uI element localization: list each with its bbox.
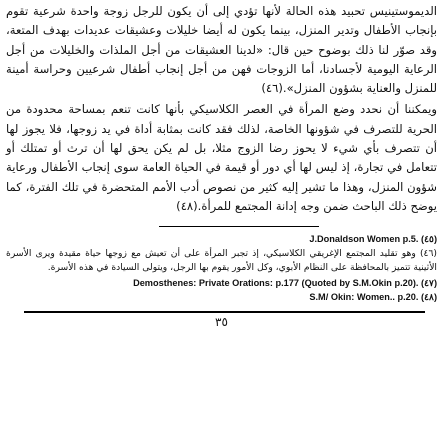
main-text <box>6 2 437 216</box>
footnote-45: J.Donaldson Women p.5. (٤٥) <box>309 234 437 245</box>
footnote-separator <box>159 226 319 227</box>
paragraph-1: الديموستينيس تحبيد هذه الحالة لأنها تؤدي إلى أن يكون للرجل زوجة واحدة شرعية تقوم بإنجاب الأطفال وتدير المنزل، بينما يكون له أيضا خليلات وعشيقات عديدات بهدف المتعة، وقد صوّر لنا ذلك بوضوح حين قال: «لدينا العشيقات من أجل الملذات والخليلات من أجل الرعاية اليومية لأجسادنا، أما الزوجات فهن من أجل إنجاب أطفال شرعيين وحراسة أمينة للمنزل والعناية بشؤون المنزل».(٤٦) <box>6 4 437 96</box>
footnote-46: (٤٦) وهو تقليد المجتمع الإغريقي الكلاسيكي، إذ تجبر المرأة على أن تعيش مع زوجها حياة مقيدة ويرى الأسرة الأثينية تتميز بالمحافظة على النظام الأبوي، وكل الأمور يقوم بها الرجل، ويتولى السيادة في هذه الأسرة. <box>6 247 437 274</box>
footnote-48: S.M/ Okin: Women.. p.20. (٤٨) <box>309 292 437 303</box>
footnote-47: Demosthenes: Private Orations: p.177 (Quoted by S.M.Okin p.20). (٤٧) <box>133 277 437 288</box>
footnotes <box>6 232 437 305</box>
paragraph-2: ويمكننا أن نحدد وضع المرأة في العصر الكلاسيكي بأنها كانت تنعم بمساحة محدودة من الحرية للتصرف في شؤونها الخاصة، لذلك فقد كانت بمثابة أداة في يد زوجها، فلا يجوز لها أن تتصرف بأي شيء لا يحوز رضا الزوج مثلا، بل لم يكن يحق لها أن ترث أو تمتلك أو تتعامل في تجارة، إذ ليس لها أي دور أو قيمة في الحياة العامة سوى إنجاب الأطفال ورعاية شؤون المنزل، وهذا ما تشير إليه كثير من نصوص أدب الأمم المتحضرة في تلك الفترة، كما يوضح ذلك الباحث ضمن وجه إدانة المجتمع للمرأة.(٤٨) <box>6 102 437 213</box>
page-number: ٣٥ <box>215 314 228 329</box>
bottom-rule <box>24 311 425 313</box>
